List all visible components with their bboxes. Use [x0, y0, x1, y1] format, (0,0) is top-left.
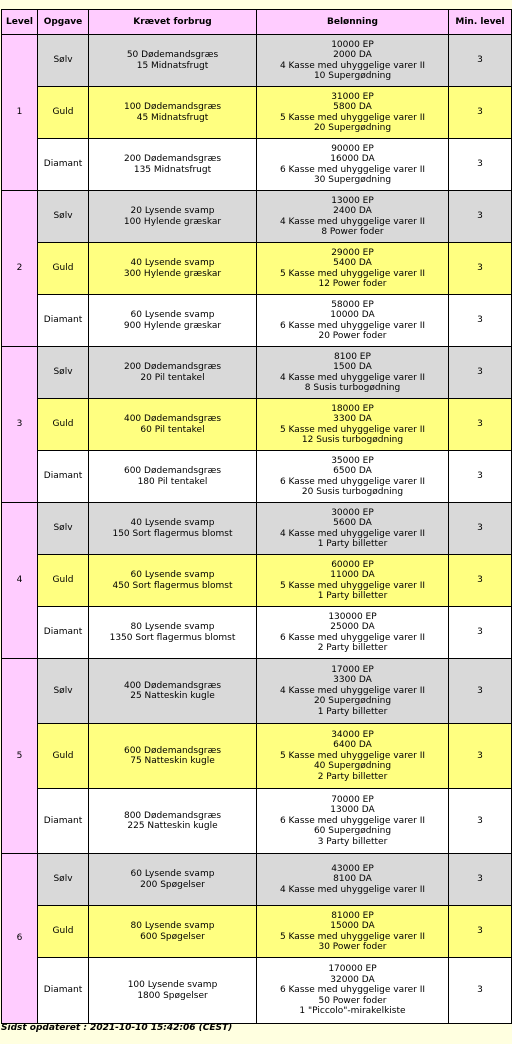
cost-line: 180 Pil tentakel: [137, 476, 208, 487]
cost-line: 100 Dødemandsgræs: [123, 102, 222, 113]
min-level-cell: 3: [449, 295, 512, 347]
cost-cell: [89, 451, 257, 503]
reward-line: 5 Kasse med uhyggelige varer II: [279, 268, 426, 279]
reward-line: 170000 EP: [328, 964, 377, 975]
reward-line: 10 Supergødning: [313, 70, 392, 81]
table-row: [2, 607, 512, 659]
min-level-cell: 3: [449, 724, 512, 789]
level-cell: 4: [2, 503, 38, 659]
reward-line: 35000 EP: [331, 455, 374, 466]
reward-line: 15000 DA: [330, 921, 375, 932]
reward-line: 6 Kasse med uhyggelige varer II: [279, 164, 426, 175]
cost-line: 200 Spøgelser: [140, 879, 205, 890]
reward-line: 4 Kasse med uhyggelige varer II: [279, 216, 426, 227]
reward-cell: [257, 243, 449, 295]
cost-line: 200 Dødemandsgræs: [123, 362, 222, 373]
min-level-cell: 3: [449, 139, 512, 191]
reward-line: 5 Kasse med uhyggelige varer II: [279, 112, 426, 123]
table-row: [2, 503, 512, 555]
reward-line: 6400 DA: [333, 740, 372, 751]
cost-line: 40 Lysende svamp: [130, 258, 215, 269]
cost-line: 15 Midnatsfrugt: [136, 60, 209, 71]
cost-line: 900 Hylende græskar: [123, 320, 222, 331]
reward-line: 130000 EP: [328, 611, 377, 622]
reward-line: 43000 EP: [331, 863, 374, 874]
reward-line: 2000 DA: [333, 50, 372, 61]
cost-cell: [89, 503, 257, 555]
reward-line: 70000 EP: [331, 794, 374, 805]
min-level-cell: 3: [449, 399, 512, 451]
reward-line: 10000 EP: [331, 39, 374, 50]
cost-cell: [89, 399, 257, 451]
reward-line: 4 Kasse med uhyggelige varer II: [279, 884, 426, 895]
task-type-cell: Guld: [38, 399, 89, 451]
task-type-cell: Sølv: [38, 347, 89, 399]
reward-line: 2 Party billetter: [317, 771, 388, 782]
task-type-cell: Diamant: [38, 451, 89, 503]
cost-cell: [89, 724, 257, 789]
min-level-cell: 3: [449, 958, 512, 1024]
cost-line: 40 Lysende svamp: [130, 518, 215, 529]
table-row: [2, 347, 512, 399]
cost-cell: [89, 191, 257, 243]
table-row: [2, 295, 512, 347]
cost-cell: [89, 555, 257, 607]
cost-cell: [89, 243, 257, 295]
cost-cell: [89, 659, 257, 724]
cost-line: 135 Midnatsfrugt: [133, 164, 212, 175]
reward-line: 10000 DA: [330, 310, 375, 321]
reward-cell: [257, 906, 449, 958]
header-level: Level: [2, 10, 38, 35]
min-level-cell: 3: [449, 789, 512, 854]
task-type-cell: Guld: [38, 906, 89, 958]
reward-line: 1500 DA: [333, 362, 372, 373]
level-cell: 6: [2, 854, 38, 1024]
cost-line: 200 Dødemandsgræs: [123, 154, 222, 165]
table-row: [2, 958, 512, 1024]
cost-line: 1350 Sort flagermus blomst: [109, 632, 236, 643]
cost-line: 60 Lysende svamp: [130, 570, 215, 581]
cost-line: 225 Natteskin kugle: [127, 821, 218, 831]
reward-line: 5 Kasse med uhyggelige varer II: [279, 931, 426, 942]
cost-line: 450 Sort flagermus blomst: [112, 580, 233, 591]
min-level-cell: 3: [449, 347, 512, 399]
level-cell: 3: [2, 347, 38, 503]
reward-line: 5600 DA: [333, 518, 372, 529]
reward-line: 11000 DA: [330, 570, 375, 581]
reward-line: 3 Party billetter: [317, 836, 388, 847]
reward-cell: [257, 87, 449, 139]
reward-line: 30 Supergødning: [313, 174, 392, 185]
cost-line: 60 Lysende svamp: [130, 869, 215, 880]
reward-line: 5800 DA: [333, 102, 372, 113]
cost-line: 50 Dødemandsgræs: [126, 50, 219, 61]
reward-line: 8 Susis turbogødning: [304, 382, 401, 393]
task-type-cell: Guld: [38, 243, 89, 295]
reward-line: 18000 EP: [331, 403, 374, 414]
reward-line: 20 Power foder: [318, 330, 387, 341]
reward-line: 5 Kasse med uhyggelige varer II: [279, 750, 426, 761]
reward-line: 2 Party billetter: [317, 642, 388, 653]
reward-line: 12 Susis turbogødning: [301, 434, 404, 445]
cost-cell: [89, 87, 257, 139]
reward-cell: [257, 451, 449, 503]
reward-cell: [257, 347, 449, 399]
reward-line: 1 Party billetter: [317, 538, 388, 549]
cost-line: 100 Lysende svamp: [127, 980, 218, 991]
table-row: [2, 724, 512, 789]
cost-line: 80 Lysende svamp: [130, 921, 215, 932]
min-level-cell: 3: [449, 87, 512, 139]
reward-line: 13000 DA: [330, 805, 375, 816]
min-level-cell: 3: [449, 659, 512, 724]
table-row: [2, 451, 512, 503]
reward-cell: [257, 789, 449, 854]
cost-line: 400 Dødemandsgræs: [123, 414, 222, 425]
reward-line: 8100 DA: [333, 874, 372, 885]
reward-cell: [257, 659, 449, 724]
cost-line: 60 Lysende svamp: [130, 310, 215, 321]
min-level-cell: 3: [449, 906, 512, 958]
level-cell: 1: [2, 35, 38, 191]
reward-line: 4 Kasse med uhyggelige varer II: [279, 528, 426, 539]
reward-cell: [257, 35, 449, 87]
cost-line: 45 Midnatsfrugt: [136, 112, 209, 123]
min-level-cell: 3: [449, 854, 512, 906]
reward-line: 2400 DA: [333, 206, 372, 217]
header-cost: Krævet forbrug: [89, 10, 257, 35]
table-row: [2, 555, 512, 607]
reward-line: 5 Kasse med uhyggelige varer II: [279, 424, 426, 435]
table-row: [2, 35, 512, 87]
min-level-cell: 3: [449, 451, 512, 503]
cost-line: 400 Dødemandsgræs: [123, 680, 222, 691]
header-min-level: Min. level: [449, 10, 512, 35]
cost-cell: [89, 789, 257, 854]
cost-cell: [89, 347, 257, 399]
top-strip: [0, 0, 512, 9]
reward-line: 5400 DA: [333, 258, 372, 269]
task-type-cell: Diamant: [38, 607, 89, 659]
reward-line: 5 Kasse med uhyggelige varer II: [279, 580, 426, 591]
cost-cell: [89, 854, 257, 906]
reward-line: 60000 EP: [331, 559, 374, 570]
reward-line: 30000 EP: [331, 507, 374, 518]
reward-line: 3300 DA: [333, 414, 372, 425]
reward-line: 29000 EP: [331, 247, 374, 258]
reward-line: 20 Supergødning: [313, 696, 392, 707]
cost-line: 20 Lysende svamp: [130, 206, 215, 217]
table-row: [2, 139, 512, 191]
table-header-row: [2, 10, 512, 35]
reward-line: 6 Kasse med uhyggelige varer II: [279, 985, 426, 996]
reward-line: 1 Party billetter: [317, 590, 388, 601]
reward-cell: [257, 139, 449, 191]
reward-cell: [257, 607, 449, 659]
reward-line: 90000 EP: [331, 143, 374, 154]
cost-line: 800 Dødemandsgræs: [123, 810, 222, 821]
header-reward: Belønning: [257, 10, 449, 35]
table-row: [2, 191, 512, 243]
task-type-cell: Diamant: [38, 139, 89, 191]
task-type-cell: Guld: [38, 87, 89, 139]
min-level-cell: 3: [449, 243, 512, 295]
cost-cell: [89, 35, 257, 87]
task-type-cell: Sølv: [38, 659, 89, 724]
reward-line: 60 Supergødning: [313, 826, 392, 837]
min-level-cell: 3: [449, 503, 512, 555]
reward-cell: [257, 724, 449, 789]
cost-line: 1800 Spøgelser: [137, 990, 208, 1001]
reward-line: 6 Kasse med uhyggelige varer II: [279, 815, 426, 826]
task-type-cell: Sølv: [38, 503, 89, 555]
cost-line: 25 Natteskin kugle: [130, 691, 215, 701]
task-type-cell: Sølv: [38, 35, 89, 87]
reward-line: 8100 EP: [334, 351, 371, 362]
cost-line: 600 Dødemandsgræs: [123, 466, 222, 477]
cost-cell: [89, 607, 257, 659]
reward-line: 16000 DA: [330, 154, 375, 165]
task-type-cell: Sølv: [38, 854, 89, 906]
reward-cell: [257, 191, 449, 243]
table-body: [2, 35, 512, 1024]
cost-cell: [89, 958, 257, 1024]
reward-line: 6 Kasse med uhyggelige varer II: [279, 320, 426, 331]
level-cell: 2: [2, 191, 38, 347]
reward-line: 58000 EP: [331, 299, 374, 310]
reward-line: 40 Supergødning: [313, 761, 392, 772]
reward-line: 4 Kasse med uhyggelige varer II: [279, 60, 426, 71]
reward-line: 31000 EP: [331, 91, 374, 102]
quest-table: [1, 9, 512, 1024]
reward-line: 6 Kasse med uhyggelige varer II: [279, 632, 426, 643]
min-level-cell: 3: [449, 191, 512, 243]
reward-line: 1 "Piccolo"-mirakelkiste: [299, 1006, 406, 1017]
reward-line: 32000 DA: [330, 974, 375, 985]
reward-cell: [257, 399, 449, 451]
reward-line: 3300 DA: [333, 675, 372, 686]
table-row: [2, 906, 512, 958]
cost-line: 20 Pil tentakel: [140, 372, 205, 383]
reward-cell: [257, 555, 449, 607]
reward-cell: [257, 295, 449, 347]
table-row: [2, 243, 512, 295]
table-row: [2, 659, 512, 724]
reward-line: 8 Power foder: [321, 226, 384, 237]
cost-line: 150 Sort flagermus blomst: [112, 528, 233, 539]
task-type-cell: Sølv: [38, 191, 89, 243]
cost-line: 75 Natteskin kugle: [130, 756, 215, 766]
reward-line: 20 Supergødning: [313, 122, 392, 133]
reward-line: 30 Power foder: [318, 941, 387, 952]
last-updated-footer: Sidst opdateret : 2021-10-10 15:42:06 (CEST): [1, 1023, 233, 1033]
cost-line: 100 Hylende græskar: [123, 216, 222, 227]
table-row: [2, 399, 512, 451]
cost-line: 600 Dødemandsgræs: [123, 745, 222, 756]
cost-cell: [89, 906, 257, 958]
reward-line: 81000 EP: [331, 910, 374, 921]
min-level-cell: 3: [449, 555, 512, 607]
cost-cell: [89, 139, 257, 191]
table-row: [2, 789, 512, 854]
reward-line: 12 Power foder: [318, 278, 387, 289]
cost-line: 300 Hylende græskar: [123, 268, 222, 279]
reward-cell: [257, 503, 449, 555]
cost-line: 80 Lysende svamp: [130, 622, 215, 633]
reward-line: 4 Kasse med uhyggelige varer II: [279, 372, 426, 383]
reward-line: 25000 DA: [330, 622, 375, 633]
task-type-cell: Diamant: [38, 789, 89, 854]
reward-cell: [257, 958, 449, 1024]
cost-line: 600 Spøgelser: [140, 931, 205, 942]
table-row: [2, 87, 512, 139]
task-type-cell: Guld: [38, 724, 89, 789]
header-task: Opgave: [38, 10, 89, 35]
task-type-cell: Guld: [38, 555, 89, 607]
reward-line: 6500 DA: [333, 466, 372, 477]
task-type-cell: Diamant: [38, 295, 89, 347]
min-level-cell: 3: [449, 607, 512, 659]
reward-line: 20 Susis turbogødning: [301, 486, 404, 497]
reward-line: 1 Party billetter: [317, 706, 388, 717]
reward-line: 4 Kasse med uhyggelige varer II: [279, 685, 426, 696]
cost-line: 60 Pil tentakel: [140, 424, 205, 435]
reward-line: 17000 EP: [331, 664, 374, 675]
table-row: [2, 854, 512, 906]
reward-line: 13000 EP: [331, 195, 374, 206]
reward-line: 50 Power foder: [318, 995, 387, 1006]
cost-cell: [89, 295, 257, 347]
task-type-cell: Diamant: [38, 958, 89, 1024]
reward-line: 34000 EP: [331, 729, 374, 740]
min-level-cell: 3: [449, 35, 512, 87]
reward-line: 6 Kasse med uhyggelige varer II: [279, 476, 426, 487]
level-cell: 5: [2, 659, 38, 854]
reward-cell: [257, 854, 449, 906]
